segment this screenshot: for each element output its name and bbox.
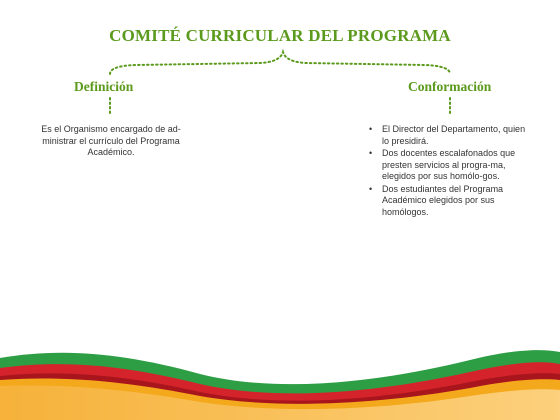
conformation-heading: Conformación [408, 79, 492, 94]
list-item [366, 124, 530, 147]
definition-heading: Definición [74, 79, 134, 94]
definition-text: Es el Organismo encargado de ad-ministrar el currículo del Programa Académico. [41, 124, 181, 157]
list-item [366, 148, 530, 183]
list-item [366, 184, 530, 219]
list-item-text: El Director del Departamento, quien lo presidirá. [382, 124, 526, 146]
bullet-icon: • [369, 124, 373, 134]
bullet-icon: • [369, 183, 373, 194]
list-item-text: Dos estudiantes del Programa Académico elegidos por sus homólogos. [382, 183, 504, 217]
bullet-icon: • [369, 148, 373, 158]
decorative-waves [0, 330, 560, 420]
diagram-title: COMITÉ CURRICULAR DEL PROGRAMA [109, 26, 451, 45]
conformation-list [366, 124, 530, 219]
list-item-text: Dos docentes escalafonados que presten servicios al progra-ma, elegidos por sus homólo-gos. [382, 148, 516, 181]
brace-connector [0, 0, 560, 130]
